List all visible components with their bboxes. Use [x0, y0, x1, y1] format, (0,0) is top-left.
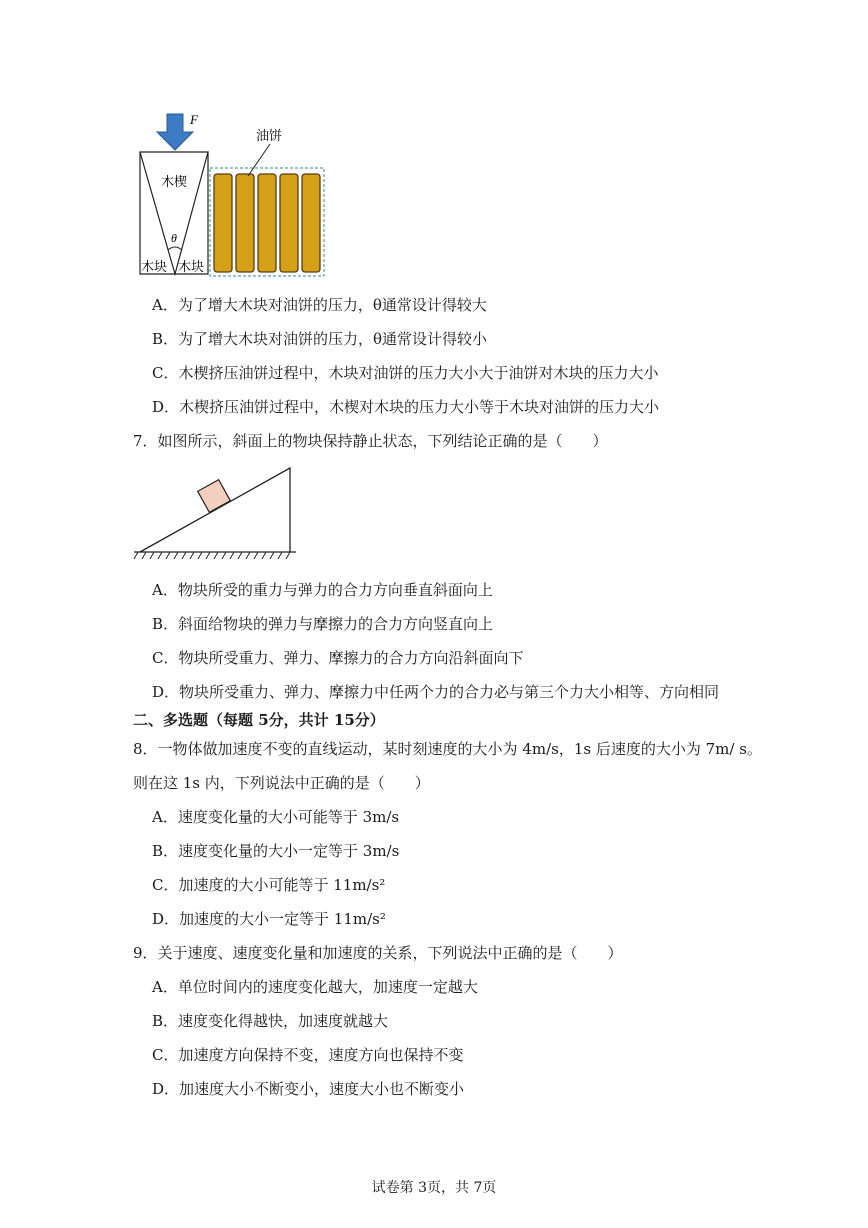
q6-option-b: B．为了增大木块对油饼的压力，θ通常设计得较小: [152, 330, 488, 348]
force-label: F: [190, 112, 198, 127]
cake-leader-line: [248, 144, 270, 176]
q8-option-d: D．加速度的大小一定等于 11m/s²: [152, 910, 386, 928]
oil-cake: [302, 174, 320, 272]
q7-option-c: C．物块所受重力、弹力、摩擦力的合力方向沿斜面向下: [152, 649, 524, 667]
q9-stem: 9．关于速度、速度变化量和加速度的关系，下列说法中正确的是（ ）: [133, 944, 623, 962]
wooden-wedge: [140, 152, 208, 274]
q7-option-d: D．物块所受重力、弹力、摩擦力中任两个力的合力必与第三个力大小相等、方向相同: [152, 683, 720, 701]
incline-plane: [140, 468, 290, 552]
cake-label: 油饼: [256, 129, 283, 144]
wedge-label: 木楔: [161, 175, 188, 190]
q8-option-b: B．速度变化量的大小一定等于 3m/s: [152, 842, 400, 860]
oil-cake: [280, 174, 298, 272]
oil-cake: [258, 174, 276, 272]
wedge-press-figure: [130, 108, 330, 280]
block-right-label: 木块: [178, 260, 205, 275]
q6-option-d: D．木楔挤压油饼过程中，木楔对木块的压力大小等于木块对油饼的压力大小: [152, 398, 660, 416]
q9-option-b: B．速度变化得越快，加速度就越大: [152, 1012, 389, 1030]
oil-cake: [236, 174, 254, 272]
q8-option-a: A．速度变化量的大小可能等于 3m/s: [152, 808, 400, 826]
ground-hatch: [134, 552, 290, 559]
theta-label: θ: [171, 231, 177, 245]
q8-stem-line2: 则在这 1s 内，下列说法中正确的是（ ）: [133, 774, 430, 792]
q9-option-a: A．单位时间内的速度变化越大，加速度一定越大: [152, 978, 478, 996]
q9-option-c: C．加速度方向保持不变，速度方向也保持不变: [152, 1046, 464, 1064]
q8-stem-line1: 8．一物体做加速度不变的直线运动，某时刻速度的大小为 4m/s，1s 后速度的大小为 7m/ s。: [133, 740, 762, 758]
q6-option-c: C．木楔挤压油饼过程中，木块对油饼的压力大小大于油饼对木块的压力大小: [152, 364, 659, 382]
block-on-incline: [198, 480, 231, 513]
q8-option-c: C．加速度的大小可能等于 11m/s²: [152, 876, 386, 894]
q9-option-d: D．加速度大小不断变小，速度大小也不断变小: [152, 1080, 465, 1098]
page-footer: 试卷第 3页，共 7页: [371, 1180, 497, 1196]
q7-option-b: B．斜面给物块的弹力与摩擦力的合力方向竖直向上: [152, 615, 494, 633]
section-heading: 二、多选题（每题 5分，共计 15分）: [133, 711, 385, 729]
q6-option-a: A．为了增大木块对油饼的压力，θ通常设计得较大: [152, 296, 487, 314]
q7-option-a: A．物块所受的重力与弹力的合力方向垂直斜面向上: [152, 581, 493, 599]
oil-cake: [214, 174, 232, 272]
q7-stem: 7．如图所示，斜面上的物块保持静止状态，下列结论正确的是（ ）: [133, 432, 608, 450]
block-left-label: 木块: [141, 260, 168, 275]
force-arrow-icon: [157, 114, 193, 150]
incline-figure: [130, 462, 300, 562]
